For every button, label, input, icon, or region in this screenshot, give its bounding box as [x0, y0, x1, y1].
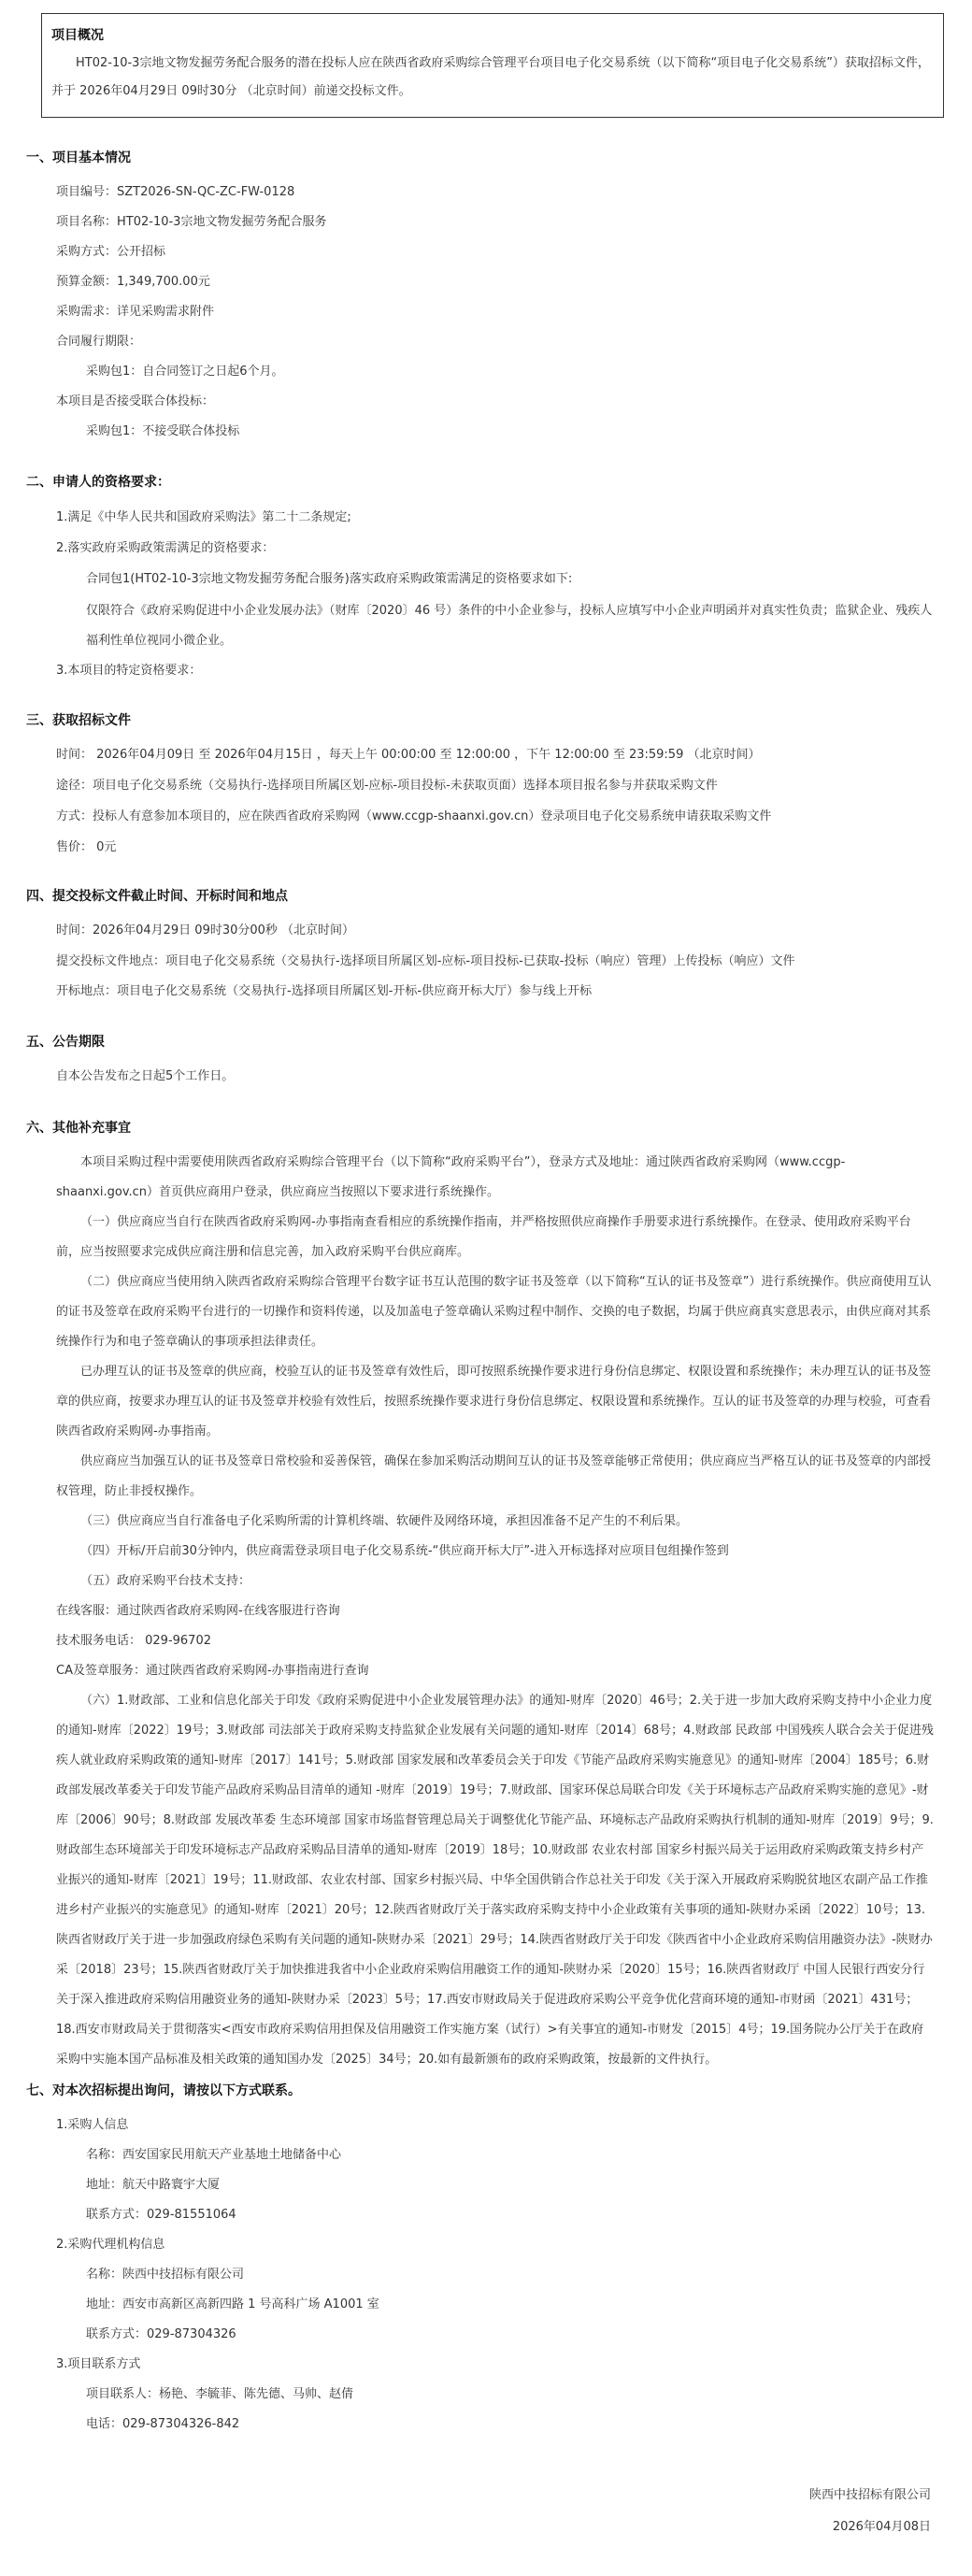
qualification-2-package: 合同包1(HT02-10-3宗地文物发掘劳务配合服务)落实政府采购政策需满足的资格要求如下:	[86, 572, 573, 586]
consortium-label: 本项目是否接受联合体投标：	[56, 394, 215, 408]
project-contact-people: 项目联系人：杨艳、李毓菲、陈先德、马帅、赵倩	[86, 2387, 354, 2401]
supplement-paragraph-5: 供应商应当加强互认的证书及签章日常校验和妥善保管，确保在参加采购活动期间互认的证书及签章能够正常使用；供应商应当严格互认的证书及签章的内部授权管理，防止非授权操作。	[56, 1454, 932, 1498]
qualification-3: 3.本项目的特定资格要求：	[56, 664, 202, 678]
contract-term-label: 合同履行期限：	[56, 335, 142, 349]
project-name: 项目名称：HT02-10-3宗地文物发掘劳务配合服务	[56, 215, 327, 229]
purchaser-phone: 联系方式：029-81551064	[86, 2208, 236, 2222]
section-6-title: 六、其他补充事宜	[26, 1121, 131, 1136]
ca-service: CA及签章服务：通过陕西省政府采购网-办事指南进行查询	[56, 1664, 369, 1678]
contract-term-value: 采购包1：自合同签订之日起6个月。	[86, 365, 284, 379]
agency-address: 地址：西安市高新区高新四路 1 号高科广场 A1001 室	[86, 2297, 379, 2311]
agency-heading: 2.采购代理机构信息	[56, 2238, 165, 2252]
section-7-title: 七、对本次招标提出询问，请按以下方式联系。	[26, 2083, 301, 2098]
deadline-time: 时间：2026年04月29日 09时30分00秒 （北京时间）	[56, 923, 355, 937]
section-2-title: 二、申请人的资格要求：	[26, 475, 170, 490]
overview-text: HT02-10-3宗地文物发掘劳务配合服务的潜在投标人应在陕西省政府采购综合管理平台项目电子化交易系统（以下简称“项目电子化交易系统”）获取招标文件，并于 2026年04月29日 09时30分 （北京时间）前递交投标文件。	[51, 56, 930, 98]
budget-amount: 预算金额：1,349,700.00元	[56, 275, 210, 289]
submission-location: 提交投标文件地点：项目电子化交易系统（交易执行-选择项目所属区划-应标-项目投标-已获取-投标（响应）管理）上传投标（响应）文件	[56, 954, 795, 968]
tech-support-phone: 技术服务电话： 029-96702	[56, 1634, 211, 1648]
notice-period: 自本公告发布之日起5个工作日。	[56, 1069, 235, 1083]
consortium-value: 采购包1：不接受联合体投标	[86, 424, 240, 438]
procurement-method: 采购方式：公开招标	[56, 245, 166, 259]
section-3-title: 三、获取招标文件	[26, 713, 131, 728]
agency-name: 名称：陕西中技招标有限公司	[86, 2268, 245, 2282]
qualification-2: 2.落实政府采购政策需满足的资格要求：	[56, 541, 275, 555]
acquire-price: 售价： 0元	[56, 840, 117, 854]
agency-phone: 联系方式：029-87304326	[86, 2327, 236, 2341]
opening-location: 开标地点：项目电子化交易系统（交易执行-选择项目所属区划-开标-供应商开标大厅）参与线上开标	[56, 984, 593, 998]
supplement-paragraph-6: （三）供应商应当自行准备电子化采购所需的计算机终端、软硬件及网络环境，承担因准备不足产生的不利后果。	[80, 1514, 689, 1528]
signature-organization: 陕西中技招标有限公司	[808, 2488, 931, 2502]
section-4-title: 四、提交投标文件截止时间、开标时间和地点	[26, 889, 288, 904]
acquire-time: 时间： 2026年04月09日 至 2026年04月15日 ，每天上午 00:00:00 至 12:00:00 ，下午 12:00:00 至 23:59:59 （北京时间）	[56, 748, 761, 762]
supplement-paragraph-4: 已办理互认的证书及签章的供应商，校验互认的证书及签章有效性后，即可按照系统操作要求进行身份信息绑定、权限设置和系统操作；未办理互认的证书及签章的供应商，按要求办理互认的证书及签章并校验有效性后，按照系统操作要求进行身份信息绑定、权限设置和系统操作。互认的证书及签章的办理与校验，可查看陕西省政府采购网-办事指南。	[56, 1365, 932, 1438]
purchaser-heading: 1.采购人信息	[56, 2118, 129, 2132]
acquire-channel: 途径：项目电子化交易系统（交易执行-选择项目所属区划-应标-项目投标-未获取页面）选择本项目报名参与并获取采购文件	[56, 779, 718, 793]
purchaser-address: 地址：航天中路寰宇大厦	[86, 2178, 221, 2192]
supplement-paragraph-8: （五）政府采购平台技术支持：	[80, 1574, 251, 1588]
supplement-paragraph-3: （二）供应商应当使用纳入陕西省政府采购综合管理平台数字证书互认范围的数字证书及签章（以下简称“互认的证书及签章”）进行系统操作。供应商使用互认的证书及签章在政府采购平台进行的一切操作和资料传递，以及加盖电子签章确认采购过程中制作、交换的电子数据，均属于供应商真实意思表示，由供应商对其系统操作行为和电子签章确认的事项承担法律责任。	[56, 1275, 932, 1349]
policy-list: （六）1.财政部、工业和信息化部关于印发《政府采购促进中小企业发展管理办法》的通知-财库〔2020〕46号；2.关于进一步加大政府采购支持中小企业力度的通知-财库〔2022〕19号；3.财政部 司法部关于政府采购支持监狱企业发展有关问题的通知-财库〔2014〕68号；4.财政部 民政部 中国残疾人联合会关于促进残疾人就业政府采购政策的通知-财库〔2017〕141号；5.财政部 国家发展和改革委员会关于印发《节能产品政府采购实施意见》的通知-财库〔2004〕185号；6.财政部发展改革委关于印发节能产品政府采购品目清单的通知 -财库〔2019〕19号；7.财政部、国家环保总局联合印发《关于环境标志产品政府采购实施的意见》-财库〔2006〕90号；8.财政部 发展改革委 生态环境部 国家市场监督管理总局关于调整优化节能产品、环境标志产品政府采购执行机制的通知-财库〔2019〕9号；9.财政部生态环境部关于印发环境标志产品政府采购品目清单的通知-财库〔2019〕18号；10.财政部 农业农村部 国家乡村振兴局关于运用政府采购政策支持乡村产业振兴的通知-财库〔2021〕19号；11.财政部、农业农村部、国家乡村振兴局、中华全国供销合作总社关于印发《关于深入开展政府采购脱贫地区农副产品工作推进乡村产业振兴的实施意见》的通知-财库〔2021〕20号；12.陕西省财政厅关于落实政府采购支持中小企业政策有关事项的通知-陕财办采函〔2022〕10号；13.陕西省财政厅关于进一步加强政府绿色采购有关问题的通知-陕财办采〔2021〕29号；14.陕西省财政厅关于印发《陕西省中小企业政府采购信用融资办法》-陕财办采〔2018〕23号；15.陕西省财政厅关于加快推进我省中小企业政府采购信用融资工作的通知-陕财办采〔2020〕15号；16.陕西省财政厅 中国人民银行西安分行关于深入推进政府采购信用融资业务的通知-陕财办采〔2023〕5号；17.西安市财政局关于促进政府采购公平竞争优化营商环境的通知-市财函〔2021〕431号；18.西安市财政局关于贯彻落实<西安市政府采购信用担保及信用融资工作实施方案（试行）>有关事宜的通知-市财发〔2015〕4号；19.国务院办公厅关于在政府采购中实施本国产品标准及相关政策的通知国办发〔2025〕34号；20.如有最新颁布的政府采购政策，按最新的文件执行。	[56, 1694, 934, 2067]
supplement-paragraph-1: 本项目采购过程中需要使用陕西省政府采购综合管理平台（以下简称“政府采购平台”），登录方式及地址：通过陕西省政府采购网（www.ccgp-shaanxi.gov.cn）首页供应商用户登录，供应商应当按照以下要求进行系统操作。	[56, 1155, 846, 1199]
section-5-title: 五、公告期限	[26, 1035, 105, 1050]
purchaser-name: 名称：西安国家民用航天产业基地土地储备中心	[86, 2148, 342, 2162]
qualification-2-detail: 仅限符合《政府采购促进中小企业发展办法》（财库〔2020〕46 号）条件的中小企业参与，投标人应填写中小企业声明函并对真实性负责；监狱企业、残疾人福利性单位视同小微企业。	[86, 604, 933, 648]
overview-title: 项目概况	[51, 28, 104, 43]
online-service: 在线客服：通过陕西省政府采购网-在线客服进行咨询	[56, 1604, 340, 1618]
section-1-title: 一、项目基本情况	[26, 150, 131, 165]
project-contact-heading: 3.项目联系方式	[56, 2357, 141, 2371]
procurement-requirement: 采购需求：详见采购需求附件	[56, 305, 215, 319]
acquire-method: 方式：投标人有意参加本项目的，应在陕西省政府采购网（www.ccgp-shaanxi.gov.cn）登录项目电子化交易系统申请获取采购文件	[56, 809, 772, 823]
overview-box	[41, 13, 944, 118]
qualification-1: 1.满足《中华人民共和国政府采购法》第二十二条规定;	[56, 510, 351, 524]
signature-date: 2026年04月08日	[832, 2520, 931, 2534]
supplement-paragraph-2: （一）供应商应当自行在陕西省政府采购网-办事指南查看相应的系统操作指南，并严格按照供应商操作手册要求进行系统操作。在登录、使用政府采购平台前，应当按照要求完成供应商注册和信息完善，加入政府采购平台供应商库。	[56, 1215, 911, 1259]
supplement-paragraph-7: （四）开标/开启前30分钟内，供应商需登录项目电子化交易系统-“供应商开标大厅”-进入开标选择对应项目包组操作签到	[80, 1544, 729, 1558]
project-number: 项目编号：SZT2026-SN-QC-ZC-FW-0128	[56, 185, 295, 199]
project-contact-phone: 电话：029-87304326-842	[86, 2417, 240, 2431]
